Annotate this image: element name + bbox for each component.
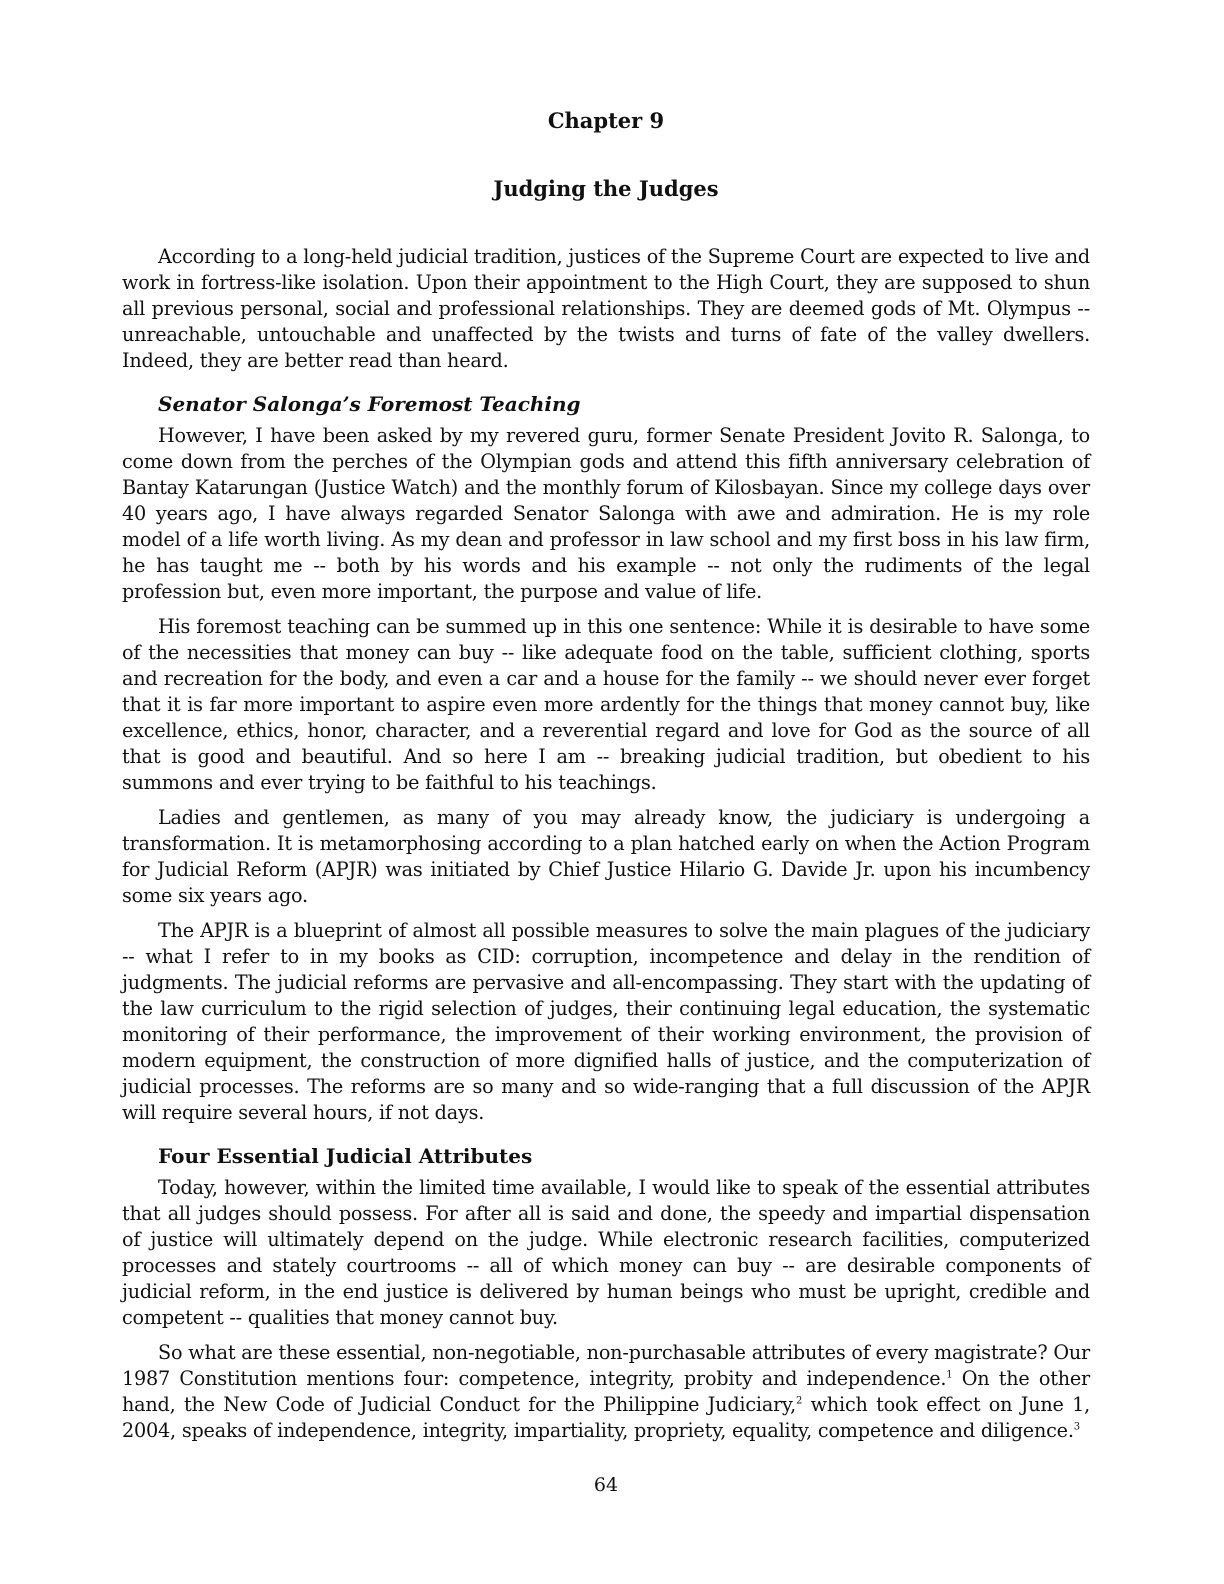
paragraph-1: According to a long-held judicial tradition, justices of the Supreme Court are expected to live and work in fortress-like isolation. Upon their appointment to the High Court, they are supposed to shun all previous personal, social and professional relationships. They are deemed gods of Mt. Olympus -- unreachable, untouchable and unaffected by the twists and turns of fate of the valley dwellers. Indeed, they are better read than heard. (122, 245, 1090, 372)
paragraph-7-part-a: So what are these essential, non-negotiable, non-purchasable attributes of every magistrate? Our 1987 Constitution mentions four: competence, integrity, probity and independence. (122, 1341, 1090, 1390)
section-heading-salonga: Senator Salonga’s Foremost Teaching (158, 392, 581, 416)
chapter-title: Judging the Judges (493, 176, 719, 201)
paragraph-4: Ladies and gentlemen, as many of you may already know, the judiciary is undergoing a transformation. It is metamorphosing according to a plan hatched early on when the Action Program for Judicial Reform (APJR) was initiated by Chief Justice Hilario G. Davide Jr. upon his incumbency some six years ago. (122, 806, 1090, 907)
footnote-marker-1[interactable]: 1 (946, 1369, 953, 1381)
paragraph-7-part-c: which took effect on June 1, 2004, speaks of independence, integrity, impartiality, propriety, equality, competence and diligence. (122, 1393, 1090, 1442)
page-number: 64 (593, 1474, 619, 1496)
paragraph-7 (122, 1340, 1090, 1444)
paragraph-7-part-b: On the other hand, the New Code of Judicial Conduct for the Philippine Judiciary, (122, 1367, 1091, 1416)
chapter-label: Chapter 9 (547, 108, 665, 133)
paragraph-3: His foremost teaching can be summed up in this one sentence: While it is desirable to have some of the necessities that money can buy -- like adequate food on the table, sufficient clothing, sports and recreation for the body, and even a car and a house for the family -- we should never ever forget that it is far more important to aspire even more ardently for the things that money cannot buy, like excellence, ethics, honor, character, and a reverential regard and love for God as the source of all that is good and beautiful. And so here I am -- breaking judicial tradition, but obedient to his summons and ever trying to be faithful to his teachings. (122, 615, 1090, 794)
paragraph-6: Today, however, within the limited time available, I would like to speak of the essential attributes that all judges should possess. For after all is said and done, the speedy and impartial dispensation of justice will ultimately depend on the judge. While electronic research facilities, computerized processes and stately courtrooms -- all of which money can buy -- are desirable components of judicial reform, in the end justice is delivered by human beings who must be upright, credible and competent -- qualities that money cannot buy. (122, 1176, 1090, 1329)
footnote-marker-2[interactable]: 2 (796, 1395, 803, 1407)
paragraph-5: The APJR is a blueprint of almost all possible measures to solve the main plagues of the judiciary -- what I refer to in my books as CID: corruption, incompetence and delay in the rendition of judgments. The judicial reforms are pervasive and all-encompassing. They start with the updating of the law curriculum to the rigid selection of judges, their continuing legal education, the systematic monitoring of their performance, the improvement of their working environment, the provision of modern equipment, the construction of more dignified halls of justice, and the computerization of judicial processes. The reforms are so many and so wide-ranging that a full discussion of the APJR will require several hours, if not days. (122, 919, 1090, 1124)
footnote-marker-3[interactable]: 3 (1073, 1421, 1080, 1433)
section-heading-attributes: Four Essential Judicial Attributes (158, 1144, 533, 1168)
paragraph-2: However, I have been asked by my revered guru, former Senate President Jovito R. Salonga, to come down from the perches of the Olympian gods and attend this fifth anniversary celebration of Bantay Katarungan (Justice Watch) and the monthly forum of Kilosbayan. Since my college days over 40 years ago, I have always regarded Senator Salonga with awe and admiration. He is my role model of a life worth living. As my dean and professor in law school and my first boss in his law firm, he has taught me -- both by his words and his example -- not only the rudiments of the legal profession but, even more important, the purpose and value of life. (122, 424, 1090, 603)
document-page (122, 0, 1090, 1584)
document-body (122, 244, 1090, 1453)
